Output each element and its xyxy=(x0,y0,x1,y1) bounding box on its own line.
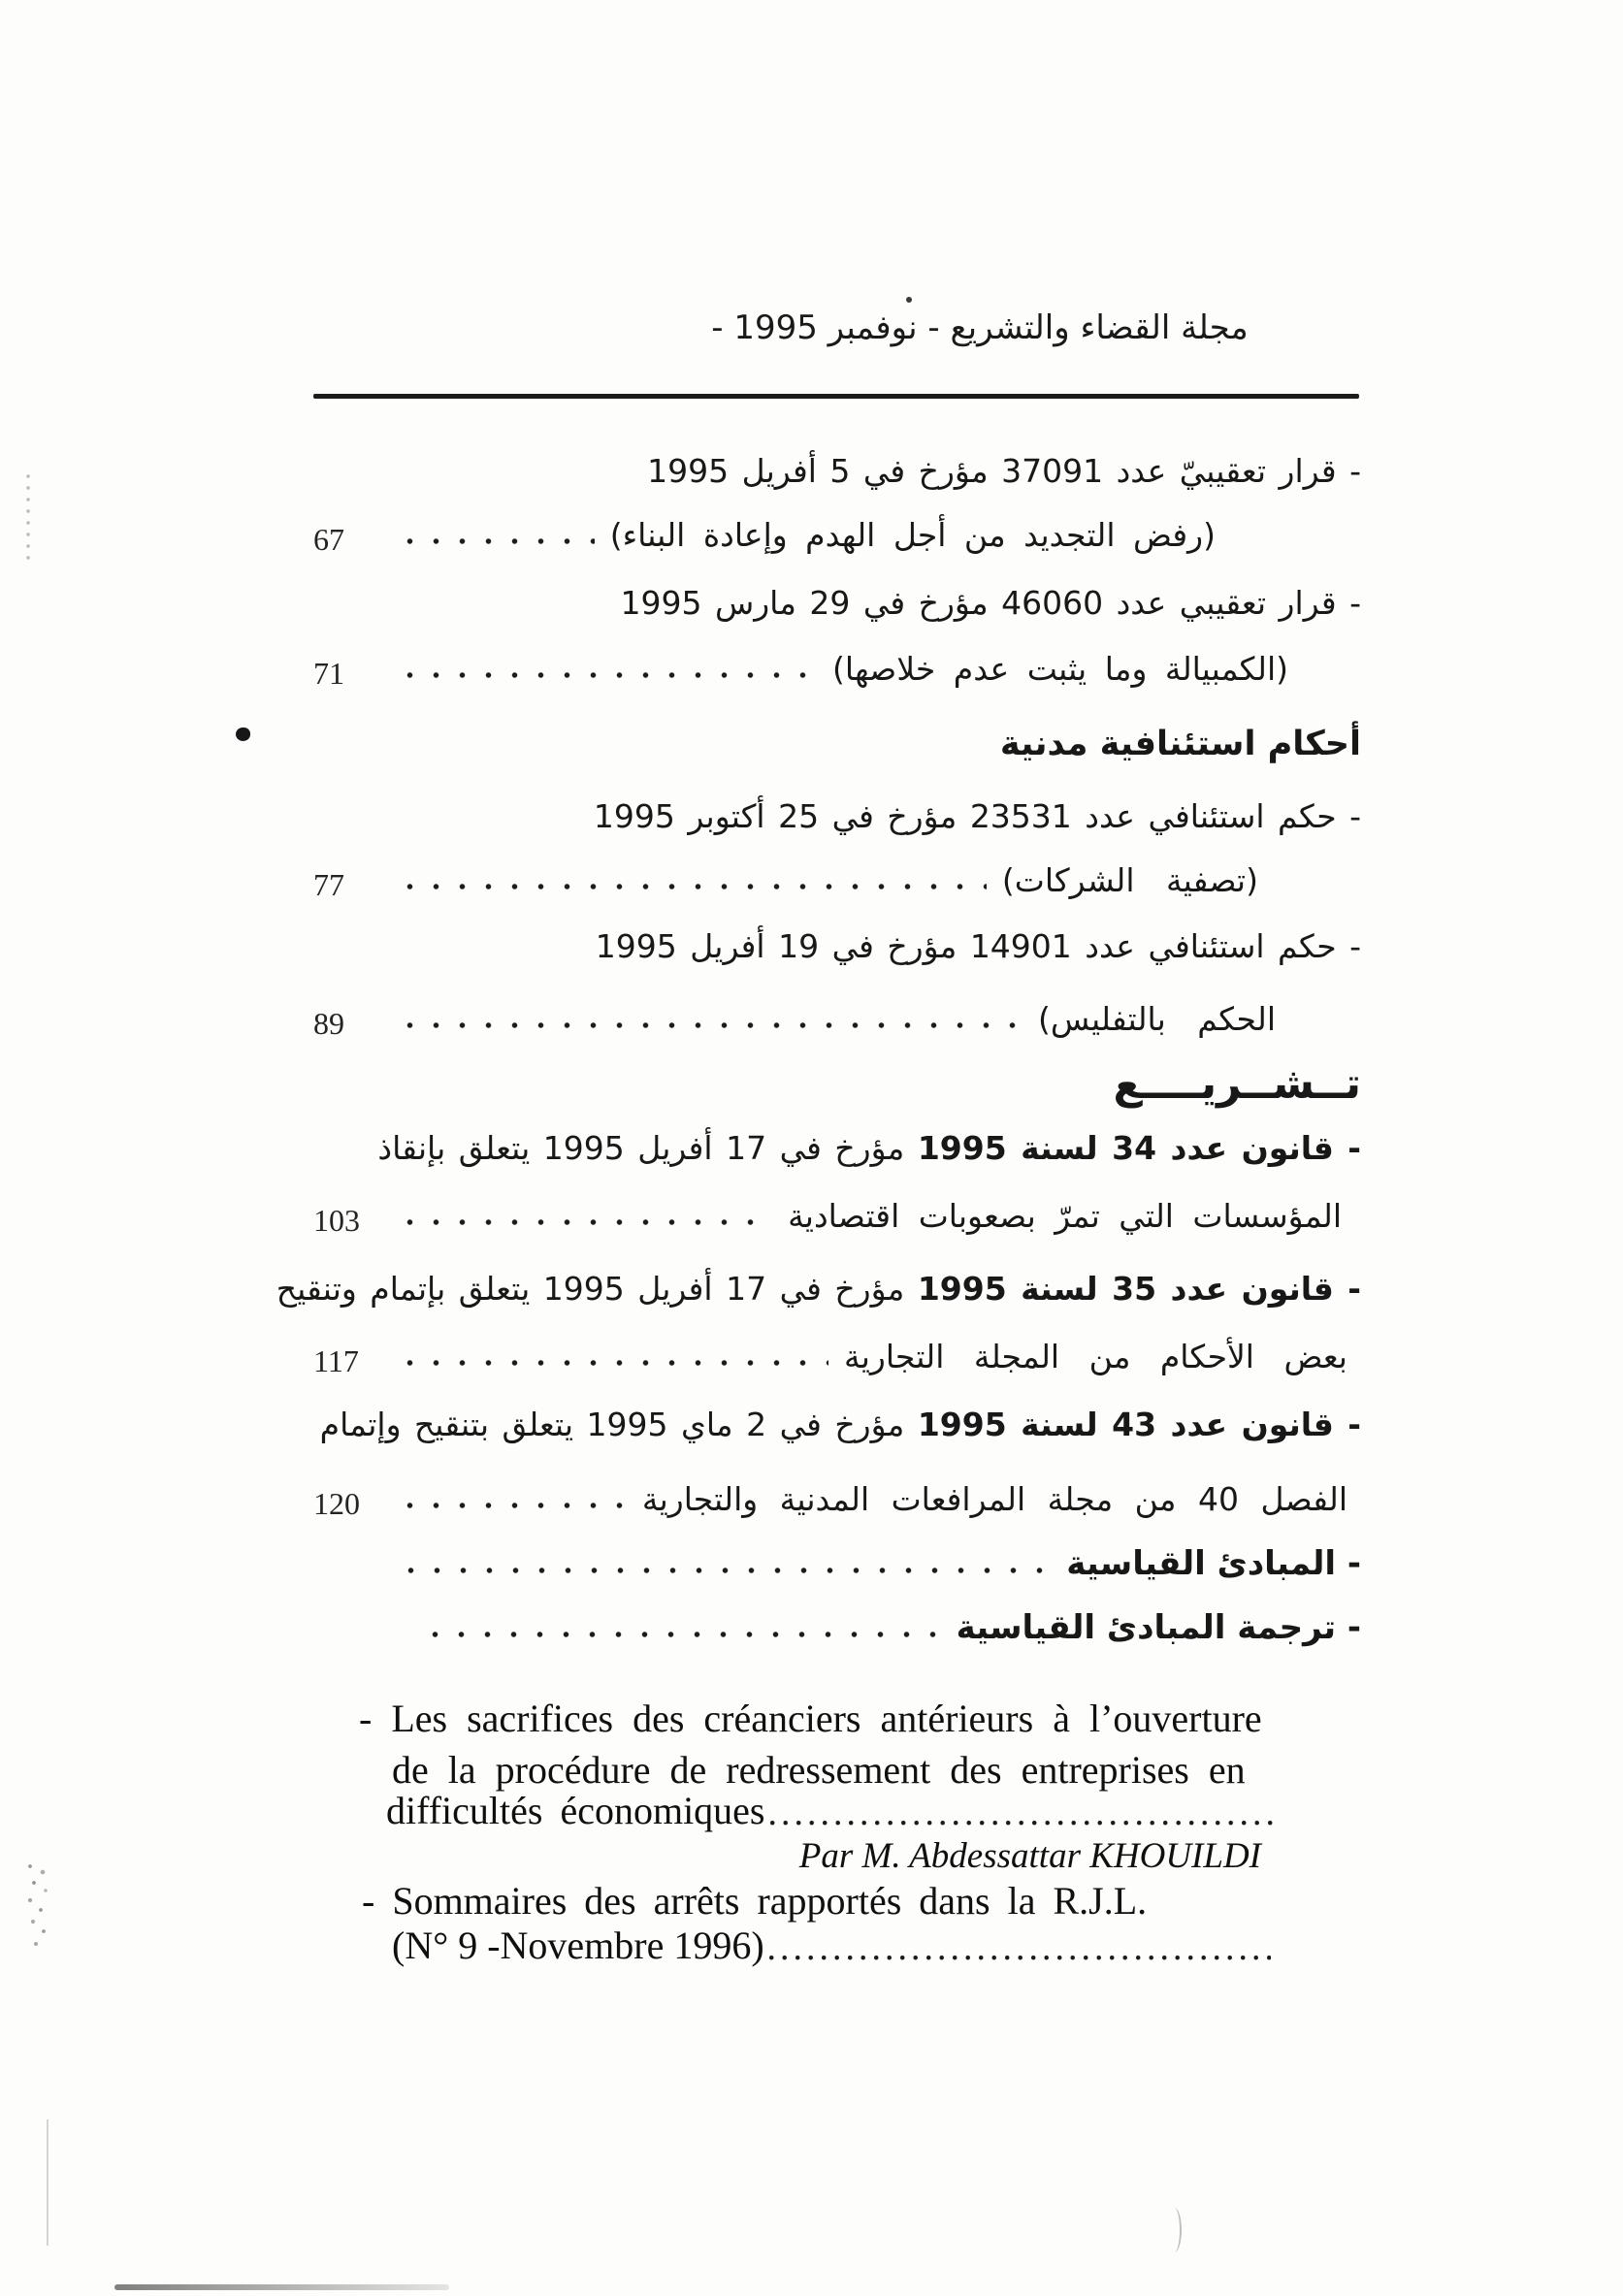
margin-bullet-artifact xyxy=(236,728,250,741)
journal-header: مجلة القضاء والتشريع - نوفمبر 1995 - xyxy=(711,308,1249,347)
french-article-line1: - Les sacrifices des créanciers antérieurs à l’ouverture xyxy=(359,1697,1262,1740)
scan-speck-artifact xyxy=(906,297,912,303)
scan-smudge-artifact xyxy=(114,2284,449,2290)
page-number: 120 xyxy=(313,1485,360,1521)
page-number: 77 xyxy=(313,866,344,902)
law-title-rest: مؤرخ في 2 ماي 1995 يتعلق بتنقيح وإتمام xyxy=(319,1406,905,1443)
section-heading-appellate-civil: أحكام استئنافية مدنية xyxy=(999,725,1361,763)
toc-entry-continuation xyxy=(313,512,1361,559)
toc-entry-subject: (رفض التجديد من أجل الهدم وإعادة البناء) xyxy=(609,516,1216,554)
toc-entry-continuation xyxy=(313,996,1361,1043)
dot-leader xyxy=(406,669,817,681)
toc-entry-subject: (تصفية الشركات) xyxy=(1001,861,1258,899)
dot-leader xyxy=(769,1954,1271,1962)
toc-entry-subject: المؤسسات التي تمرّ بصعوبات اقتصادية xyxy=(788,1197,1342,1235)
toc-entry-title: - حكم استئنافي عدد 14901 مؤرخ في 19 أفريل 1995 xyxy=(595,927,1361,965)
toc-entry-subject: (الكمبيالة وما يثبت عدم خلاصها) xyxy=(832,650,1288,688)
toc-entry-title: - قرار تعقيبي عدد 46060 مؤرخ في 29 مارس 1995 xyxy=(620,584,1361,622)
page-number: 89 xyxy=(313,1005,344,1041)
scan-vertical-line-artifact xyxy=(47,2119,49,2246)
law-number-label: - قانون عدد 34 لسنة 1995 xyxy=(917,1129,1361,1167)
dot-leader xyxy=(432,1629,941,1640)
law-number-label: - قانون عدد 35 لسنة 1995 xyxy=(917,1270,1361,1308)
law-title-rest: مؤرخ في 17 أفريل 1995 يتعلق بإتمام وتنقيح xyxy=(276,1270,905,1308)
page-number: 71 xyxy=(313,655,344,691)
dot-leader xyxy=(406,881,987,892)
toc-entry-standard-principles xyxy=(407,1540,1361,1588)
scan-curve-artifact xyxy=(1164,2208,1182,2252)
dot-leader xyxy=(406,1216,772,1228)
french-summaries-line2-text: (N° 9 -Novembre 1996) xyxy=(392,1924,764,1967)
dot-leader xyxy=(407,1565,1051,1576)
dot-leader xyxy=(406,1019,1022,1031)
french-article-line3 xyxy=(386,1788,1273,1834)
toc-entry-subject: - المبادئ القياسية xyxy=(1066,1544,1361,1583)
toc-entry-continuation xyxy=(313,1193,1361,1240)
dot-leader xyxy=(770,1819,1274,1827)
dot-leader xyxy=(406,535,595,547)
toc-entry-title: - حكم استئنافي عدد 23531 مؤرخ في 25 أكتوبر 1995 xyxy=(593,797,1361,835)
dot-leader xyxy=(406,1500,627,1511)
page-number: 117 xyxy=(313,1342,359,1378)
dot-leader xyxy=(406,1357,828,1369)
french-article-line3-text: difficultés économiques xyxy=(386,1789,765,1832)
law-number-label: - قانون عدد 43 لسنة 1995 xyxy=(917,1406,1361,1443)
section-heading-legislation: تــشــريــــع xyxy=(1113,1059,1361,1109)
toc-entry-title xyxy=(276,1266,1369,1312)
toc-entry-continuation xyxy=(313,1476,1361,1523)
toc-entry-subject: الحكم بالتفليس) xyxy=(1038,1000,1276,1038)
toc-entry-continuation xyxy=(313,857,1361,904)
author-byline: Par M. Abdessattar KHOUILDI xyxy=(798,1836,1261,1876)
toc-entry-subject: الفصل 40 من مجلة المرافعات المدنية والتجارية xyxy=(641,1480,1347,1518)
toc-entry-continuation xyxy=(313,646,1361,693)
toc-entry-title xyxy=(313,1125,1369,1172)
scan-speckle-artifact xyxy=(25,1860,54,1957)
header-rule xyxy=(313,394,1359,399)
toc-entry-principles-translation xyxy=(432,1604,1361,1652)
page-number: 67 xyxy=(313,521,344,557)
law-title-rest: مؤرخ في 17 أفريل 1995 يتعلق بإنقاذ xyxy=(377,1129,905,1167)
french-article-line2: de la procédure de redressement des entreprises en xyxy=(392,1748,1246,1792)
french-summaries-line1: - Sommaires des arrêts rapportés dans la R.J.L. xyxy=(362,1879,1148,1923)
toc-entry-subject: - ترجمة المبادئ القياسية xyxy=(956,1608,1361,1647)
toc-entry-title xyxy=(313,1402,1369,1448)
scan-dot-column-artifact xyxy=(24,472,36,565)
toc-entry-title: - قرار تعقيبيّ عدد 37091 مؤرخ في 5 أفريل 1995 xyxy=(647,452,1361,490)
page-number: 103 xyxy=(313,1202,360,1238)
toc-entry-continuation xyxy=(313,1334,1361,1380)
toc-entry-subject: بعض الأحكام من المجلة التجارية xyxy=(844,1338,1347,1375)
french-summaries-line2 xyxy=(392,1923,1271,1969)
